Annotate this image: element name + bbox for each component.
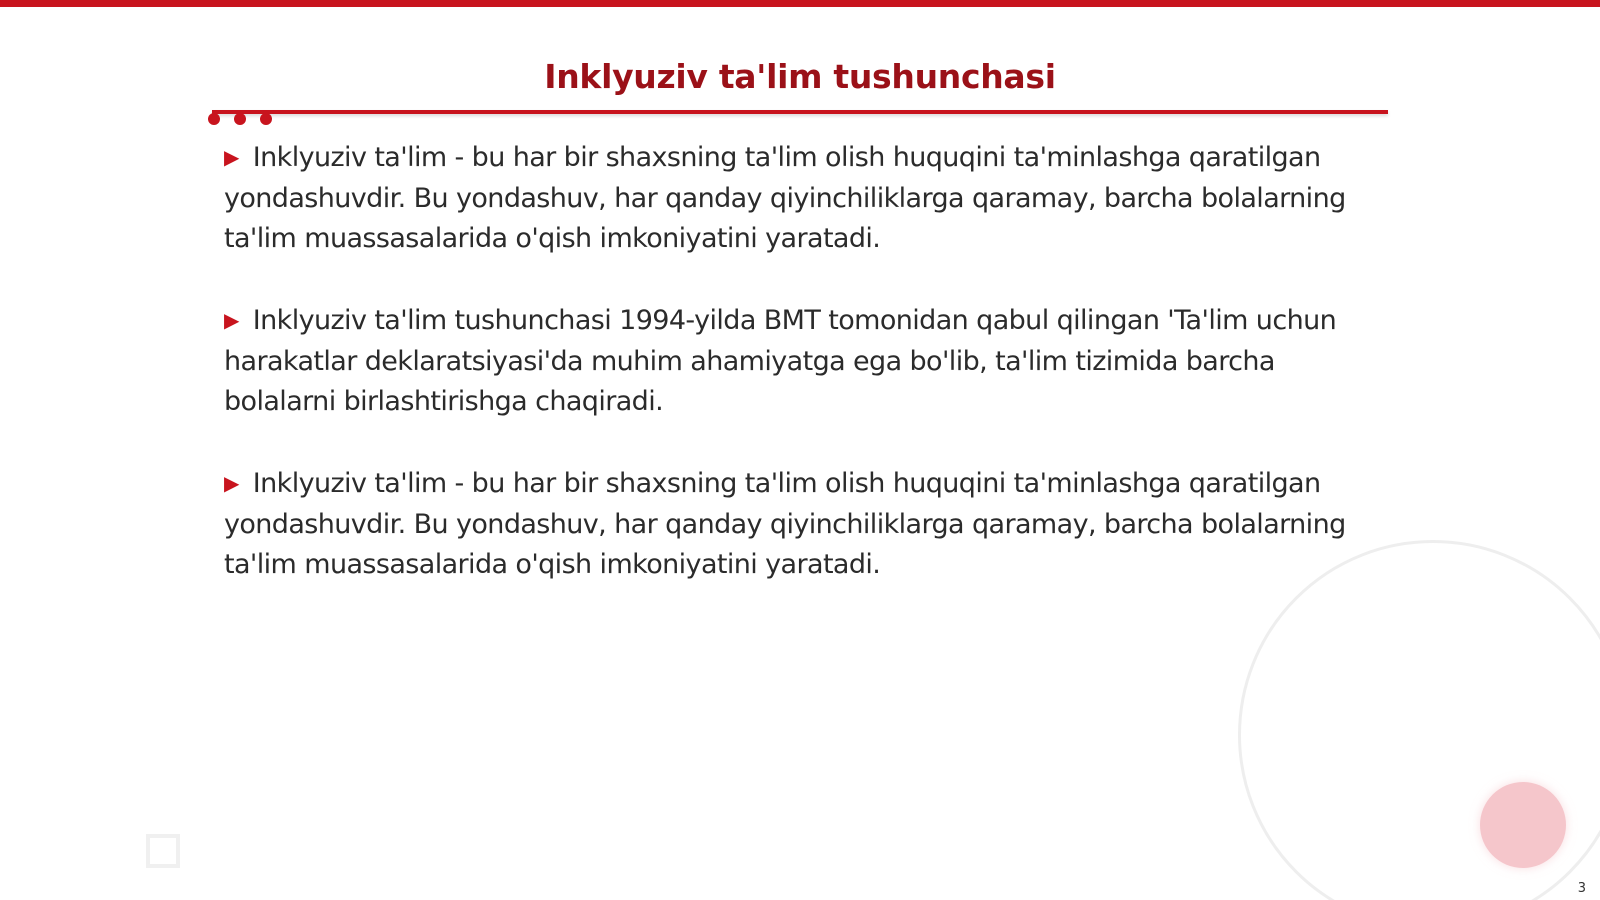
bullet-text: Inklyuziv ta'lim - bu har bir shaxsning ta'lim olish huquqini ta'minlashga qaratilgan yondashuvdir. Bu yondashuv, har qanday qiyinchiliklarga qaramay, barcha bolalarning ta'lim muassasalarida o'qish imkoniyatini yaratadi. bbox=[224, 468, 1346, 580]
bullet-item bbox=[224, 464, 1384, 585]
slide-title: Inklyuziv ta'lim tushunchasi bbox=[544, 57, 1056, 96]
title-underline bbox=[212, 110, 1388, 114]
bullet-text: Inklyuziv ta'lim - bu har bir shaxsning ta'lim olish huquqini ta'minlashga qaratilgan yondashuvdir. Bu yondashuv, har qanday qiyinchiliklarga qaramay, barcha bolalarning ta'lim muassasalarida o'qish imkoniyatini yaratadi. bbox=[224, 142, 1346, 254]
underline-dot bbox=[260, 113, 272, 125]
bullet-arrow-icon: ▶ bbox=[224, 471, 239, 495]
slide-number: 3 bbox=[1577, 881, 1586, 896]
underline-dot bbox=[208, 113, 220, 125]
top-accent-bar bbox=[0, 0, 1600, 7]
decorative-circle-pink bbox=[1480, 782, 1566, 868]
bullet-item bbox=[224, 138, 1384, 259]
bullet-arrow-icon: ▶ bbox=[224, 145, 239, 169]
bullet-list bbox=[224, 138, 1384, 627]
bullet-text: Inklyuziv ta'lim tushunchasi 1994-yilda BMT tomonidan qabul qilingan 'Ta'lim uchun harakatlar deklaratsiyasi'da muhim ahamiyatga ega bo'lib, ta'lim tizimida barcha bolalarni birlashtirishga chaqiradi. bbox=[224, 305, 1337, 417]
decorative-square bbox=[146, 834, 180, 868]
underline-dot bbox=[234, 113, 246, 125]
bullet-item bbox=[224, 301, 1384, 422]
bullet-arrow-icon: ▶ bbox=[224, 308, 239, 332]
